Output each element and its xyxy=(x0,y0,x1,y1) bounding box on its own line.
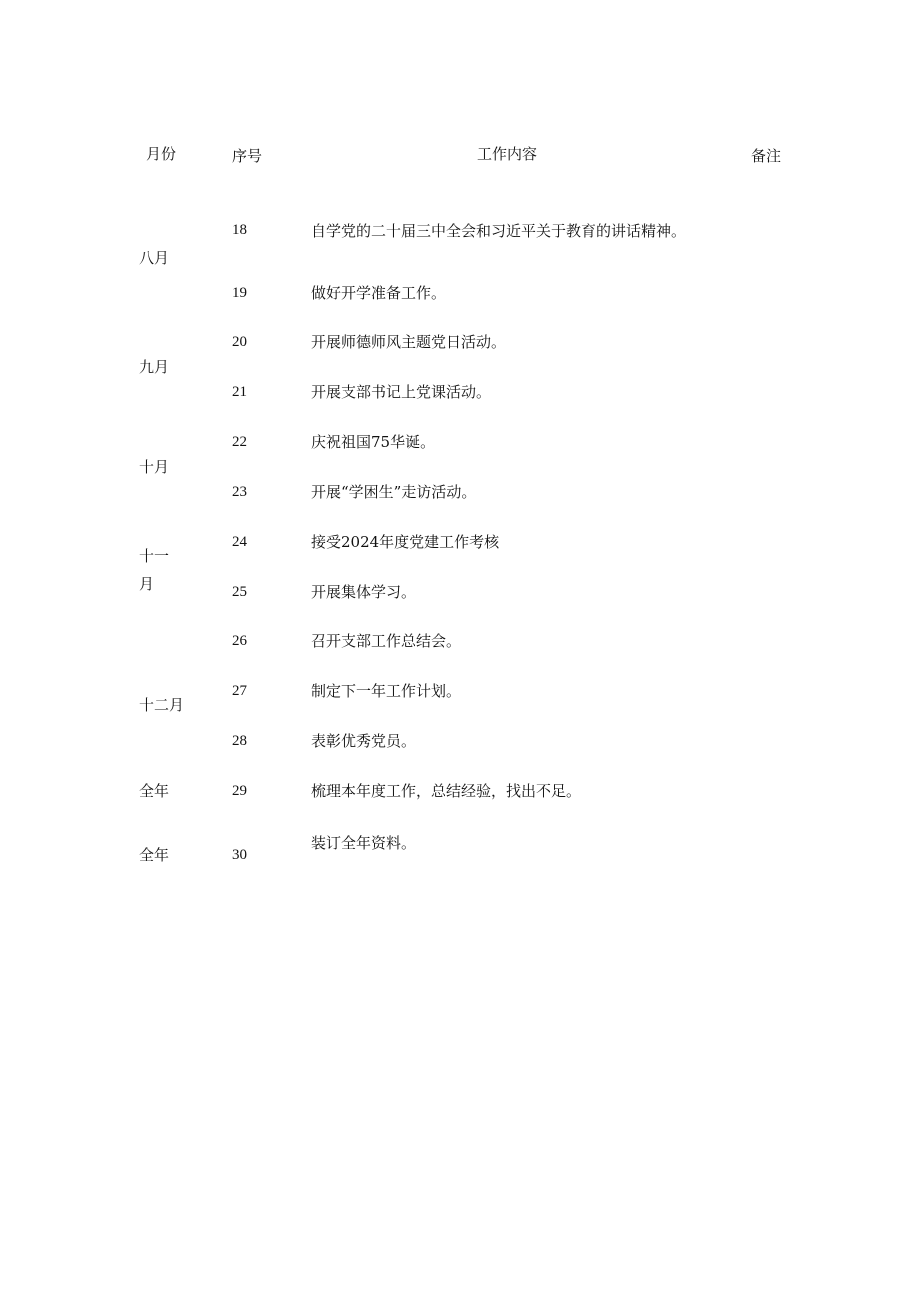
row-seq: 23 xyxy=(232,484,247,500)
header-content: 工作内容 xyxy=(477,145,538,163)
row-seq: 26 xyxy=(232,633,247,649)
month-full-year-2: 全年 xyxy=(139,846,170,864)
row-seq: 22 xyxy=(232,434,247,450)
row-content: 接受2024年度党建工作考核 xyxy=(311,533,500,551)
row-seq: 20 xyxy=(232,334,247,350)
row-content: 梳理本年度工作，总结经验，找出不足。 xyxy=(311,782,582,800)
row-content: 开展师德师风主题党日活动。 xyxy=(311,333,507,351)
month-august: 八月 xyxy=(139,249,170,267)
month-december: 十二月 xyxy=(139,696,185,714)
month-full-year-1: 全年 xyxy=(139,782,170,800)
row-seq: 25 xyxy=(232,584,247,600)
header-remark: 备注 xyxy=(751,147,782,165)
row-seq: 27 xyxy=(232,683,247,699)
row-content: 庆祝祖国75华诞。 xyxy=(311,433,436,451)
header-seq: 序号 xyxy=(232,147,263,165)
month-november-line1: 十一 xyxy=(139,547,170,565)
row-content: 自学党的二十届三中全会和习近平关于教育的讲话精神。 xyxy=(311,222,687,240)
row-seq: 29 xyxy=(232,783,247,799)
row-content: 开展集体学习。 xyxy=(311,583,417,601)
row-content: 表彰优秀党员。 xyxy=(311,732,417,750)
row-seq: 19 xyxy=(232,285,247,301)
row-seq: 30 xyxy=(232,847,247,863)
row-seq: 24 xyxy=(232,534,247,550)
row-content: 召开支部工作总结会。 xyxy=(311,632,462,650)
row-seq: 28 xyxy=(232,733,247,749)
row-content: 制定下一年工作计划。 xyxy=(311,682,462,700)
row-seq: 21 xyxy=(232,384,247,400)
header-month: 月份 xyxy=(146,145,177,163)
row-content: 装订全年资料。 xyxy=(311,834,417,852)
month-november-line2: 月 xyxy=(139,575,155,593)
month-september: 九月 xyxy=(139,358,170,376)
row-content: 开展“学困生”走访活动。 xyxy=(311,483,477,501)
row-content: 做好开学准备工作。 xyxy=(311,284,447,302)
row-content: 开展支部书记上党课活动。 xyxy=(311,383,492,401)
row-seq: 18 xyxy=(232,222,247,238)
month-october: 十月 xyxy=(139,458,170,476)
